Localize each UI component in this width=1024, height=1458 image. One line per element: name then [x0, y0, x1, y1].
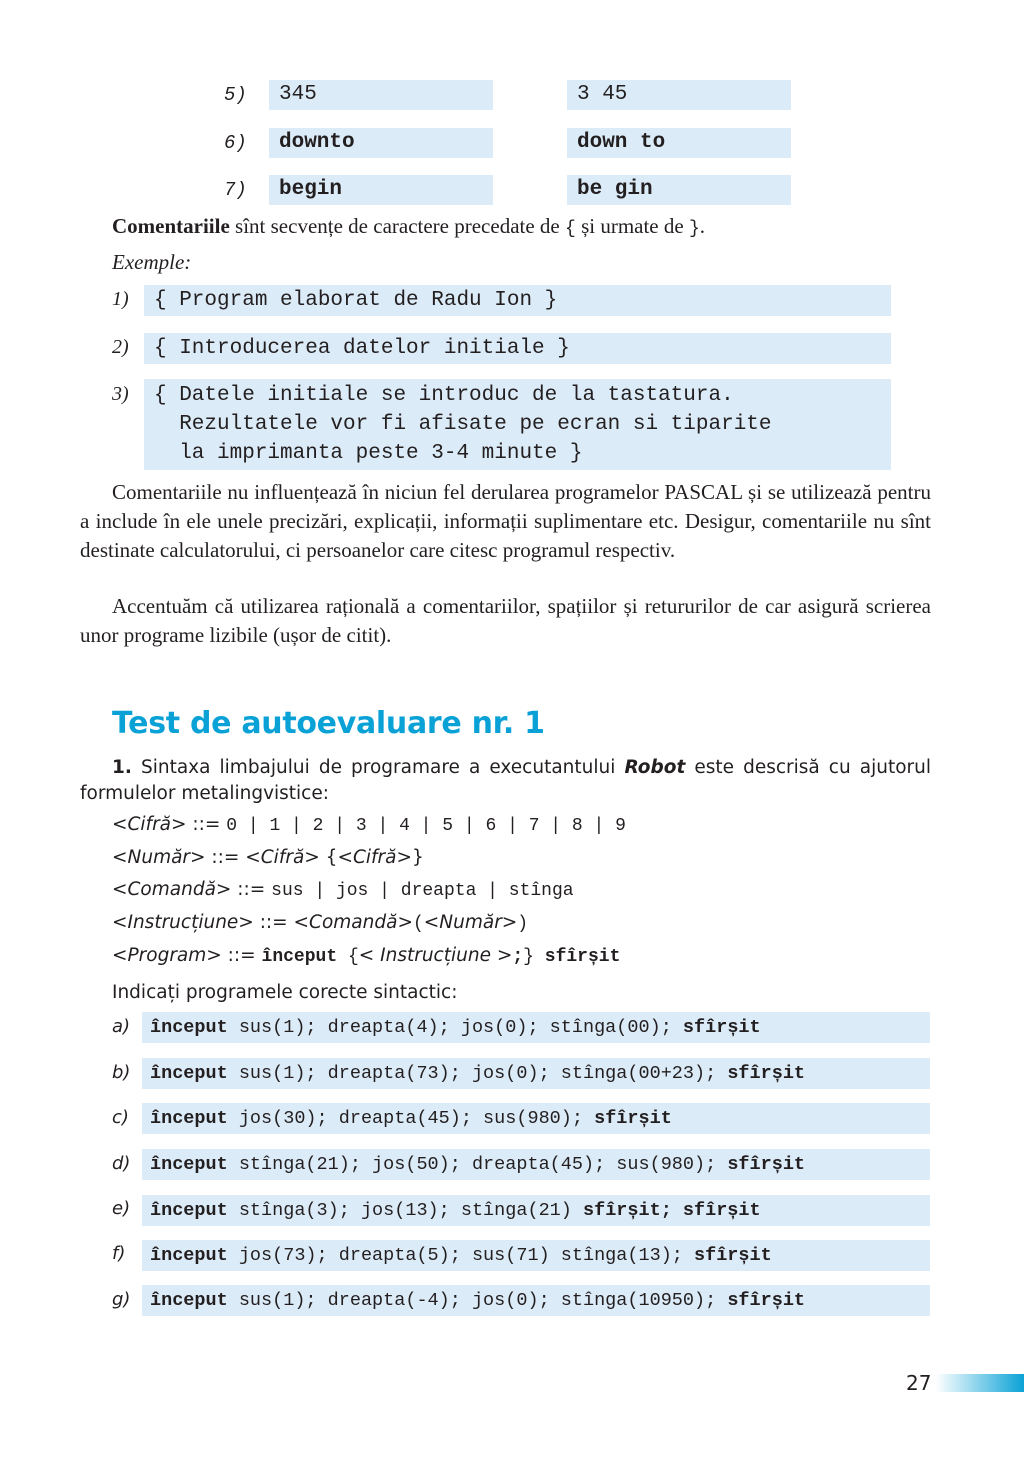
- token-label: 5): [224, 84, 247, 106]
- term-comentariile: Comentariile: [112, 214, 230, 238]
- example-label: 1): [112, 288, 129, 310]
- paragraph-comments-usage: Comentariile nu influențează în niciun fel derularea programelor PASCAL și se utilizează pentru a include în ele unele precizări, explicații, informații suplimentare etc. Desigur, comentariile nu sînt destinate calculatorului, ci persoanelor care citesc programul respectiv.: [80, 480, 931, 562]
- grammar-cifra: <Cifră> ::= 0 | 1 | 2 | 3 | 4 | 5 | 6 | 7 | 8 | 9: [112, 814, 626, 836]
- option-label: e): [112, 1198, 131, 1219]
- token-a: begin: [269, 175, 493, 205]
- token-row-5: [0, 80, 1024, 110]
- example-label: 3): [112, 383, 129, 405]
- page-number: 27: [906, 1371, 932, 1395]
- option-b: început sus(1); dreapta(73); jos(0); stînga(00+23); sfîrșit: [142, 1058, 930, 1089]
- brace-open: {: [565, 219, 576, 239]
- token-row-7: [0, 175, 1024, 205]
- instruction: Indicați programele corecte sintactic:: [112, 982, 458, 1003]
- grammar-instructiune: <Instrucțiune> ::= <Comandă>(<Număr>): [112, 912, 529, 934]
- option-d: început stînga(21); jos(50); dreapta(45); sus(980); sfîrșit: [142, 1149, 930, 1180]
- option-label: b): [112, 1062, 131, 1083]
- token-a: 345: [269, 80, 493, 110]
- example-label: 2): [112, 336, 129, 358]
- option-e: început stînga(3); jos(13); stînga(21) sfîrșit; sfîrșit: [142, 1195, 930, 1226]
- paragraph-readability: Accentuăm că utilizarea rațională a comentariilor, spațiilor și retururilor de car asigură scrierea unor programe lizibile (ușor de citit).: [80, 594, 931, 647]
- example-box-3: [144, 379, 891, 470]
- comments-definition: Comentariile sînt secvențe de caractere precedate de { și urmate de }.: [112, 214, 706, 239]
- question-number: 1.: [112, 757, 132, 778]
- robot-term: Robot: [624, 757, 686, 778]
- option-label: c): [112, 1107, 129, 1128]
- token-label: 6): [224, 132, 247, 154]
- example-code: { Introducerea datelor initiale }: [154, 337, 570, 360]
- option-f: început jos(73); dreapta(5); sus(71) stînga(13); sfîrșit: [142, 1240, 930, 1271]
- example-code: { Program elaborat de Radu Ion }: [154, 289, 558, 312]
- brace-close: }: [688, 219, 700, 239]
- option-label: f): [112, 1243, 126, 1264]
- option-c: început jos(30); dreapta(45); sus(980); sfîrșit: [142, 1103, 930, 1134]
- token-row-6: [0, 128, 1024, 158]
- grammar-numar: <Număr> ::= <Cifră> {<Cifră>}: [112, 847, 424, 868]
- example-code-line: { Datele initiale se introduc de la tastatura.: [154, 384, 734, 407]
- option-label: g): [112, 1289, 131, 1310]
- example-code-line: Rezultatele vor fi afisate pe ecran si tiparite: [154, 413, 772, 436]
- test-heading: Test de autoevaluare nr. 1: [112, 706, 545, 741]
- grammar-program: <Program> ::= început {< Instrucțiune >;} sfîrșit: [112, 945, 621, 967]
- option-a: început sus(1); dreapta(4); jos(0); stînga(00); sfîrșit: [142, 1012, 930, 1043]
- option-g: început sus(1); dreapta(-4); jos(0); stînga(10950); sfîrșit: [142, 1285, 930, 1316]
- token-label: 7): [224, 179, 247, 201]
- token-b: down to: [567, 128, 791, 158]
- examples-label: Exemple:: [112, 250, 192, 274]
- token-a: downto: [269, 128, 493, 158]
- grammar-comanda: <Comandă> ::= sus | jos | dreapta | stînga: [112, 879, 574, 901]
- example-box-1: [144, 285, 891, 316]
- example-box-2: [144, 333, 891, 364]
- token-b: 3 45: [567, 80, 791, 110]
- option-label: d): [112, 1153, 131, 1174]
- question-1: 1. Sintaxa limbajului de programare a executantului Robot este descrisă cu ajutorul formulelor metalingvistice:: [80, 757, 931, 804]
- page-number-bar: [936, 1374, 1024, 1392]
- option-label: a): [112, 1016, 131, 1037]
- token-b: be gin: [567, 175, 791, 205]
- example-code-line: la imprimanta peste 3-4 minute }: [154, 442, 583, 465]
